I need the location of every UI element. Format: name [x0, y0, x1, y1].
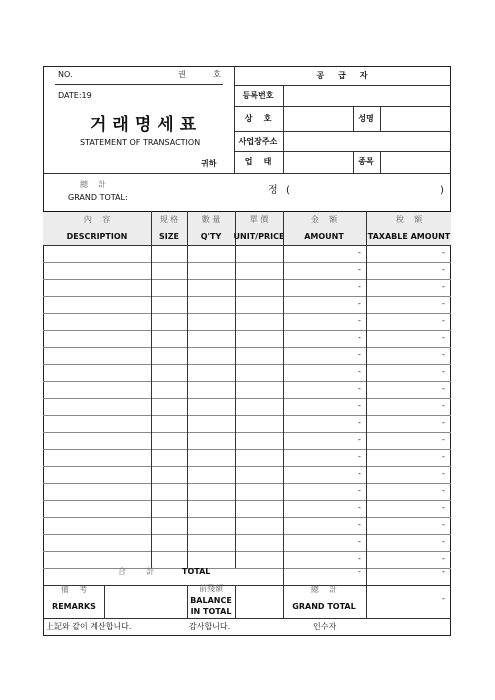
grand-total-top-line	[43, 173, 234, 174]
row-line	[43, 364, 451, 365]
column-line	[283, 211, 284, 568]
row-amount: -	[358, 333, 361, 342]
col-qty: Q'TY	[200, 232, 222, 241]
row-line	[43, 568, 451, 569]
row-tax: -	[442, 554, 445, 563]
col-size-ko: 規 格	[159, 215, 179, 224]
supplier-divider	[353, 151, 354, 173]
column-line	[151, 211, 152, 568]
row-amount: -	[358, 486, 361, 495]
footer-bottom-line	[43, 618, 451, 619]
row-line	[43, 449, 451, 450]
page-title: 거래명세표	[90, 115, 203, 135]
row-amount: -	[358, 265, 361, 274]
thanks-note: 감사합니다.	[189, 622, 231, 631]
total-label-ko: 合 計	[118, 567, 155, 576]
supplier-box-bottom-border	[234, 173, 451, 174]
business-type-label: 업 태	[244, 157, 272, 166]
grand-total-label-ko: 總 計	[80, 180, 107, 189]
row-line	[43, 279, 451, 280]
amount-prefix: 정	[268, 185, 278, 196]
row-amount: -	[358, 537, 361, 546]
row-amount: -	[358, 554, 361, 563]
row-line	[43, 517, 451, 518]
supplier-box-left-border	[234, 66, 235, 173]
col-unit-price: UNIT/PRICE	[233, 232, 285, 241]
row-tax: -	[442, 265, 445, 274]
row-tax: -	[442, 435, 445, 444]
total-label-en: TOTAL	[182, 567, 211, 576]
business-item-label: 종목	[358, 157, 374, 166]
row-tax: -	[442, 503, 445, 512]
no-label: NO.	[58, 70, 73, 79]
confirmation-note: 上記와 같이 계산합니다.	[46, 622, 132, 631]
total-amount: -	[358, 567, 361, 576]
row-line	[43, 330, 451, 331]
column-line	[283, 568, 284, 585]
company-label: 상 호	[244, 114, 272, 123]
row-amount: -	[358, 316, 361, 325]
footer-column-line	[104, 585, 105, 618]
col-description: DESCRIPTION	[66, 232, 128, 241]
number-label: 호	[213, 70, 221, 79]
row-line	[43, 466, 451, 467]
supplier-line	[234, 106, 451, 107]
row-line	[43, 262, 451, 263]
title-english: STATEMENT OF TRANSACTION	[80, 138, 201, 147]
footer-grand-total-value: -	[442, 594, 445, 603]
row-tax: -	[442, 537, 445, 546]
supplier-divider	[353, 106, 354, 131]
col-qty-ko: 數 量	[201, 215, 221, 224]
row-tax: -	[442, 384, 445, 393]
row-amount: -	[358, 384, 361, 393]
supplier-label-divider	[283, 85, 284, 173]
row-amount: -	[358, 248, 361, 257]
recipient-suffix: 귀하	[201, 159, 217, 168]
row-amount: -	[358, 503, 361, 512]
row-amount: -	[358, 435, 361, 444]
balance-label-2: IN TOTAL	[190, 607, 232, 616]
col-size: SIZE	[158, 232, 180, 241]
address-label: 사업장주소	[238, 137, 278, 146]
no-underline	[55, 84, 223, 85]
table-header-line	[43, 245, 451, 246]
row-amount: -	[358, 469, 361, 478]
row-amount: -	[358, 299, 361, 308]
footer-column-line	[235, 585, 236, 618]
row-line	[43, 296, 451, 297]
row-amount: -	[358, 282, 361, 291]
row-tax: -	[442, 418, 445, 427]
row-line	[43, 432, 451, 433]
balance-label-ko: 前殘額	[199, 584, 223, 593]
row-tax: -	[442, 299, 445, 308]
row-tax: -	[442, 452, 445, 461]
row-tax: -	[442, 520, 445, 529]
total-tax: -	[442, 567, 445, 576]
footer-column-line	[187, 585, 188, 618]
footer-column-line	[283, 585, 284, 618]
grand-total-label-en: GRAND TOTAL:	[68, 193, 128, 202]
balance-label-1: BALANCE	[190, 596, 232, 605]
paren-open: (	[286, 185, 290, 196]
row-line	[43, 534, 451, 535]
supplier-heading: 공 급 자	[316, 71, 368, 80]
row-amount: -	[358, 418, 361, 427]
supplier-line	[234, 151, 451, 152]
col-tax: TAXABLE AMOUNT	[367, 232, 451, 241]
row-line	[43, 415, 451, 416]
name-label: 성명	[358, 114, 374, 123]
col-description-ko: 內 容	[83, 215, 111, 224]
row-amount: -	[358, 452, 361, 461]
col-tax-ko: 稅 額	[395, 215, 423, 224]
column-line	[366, 568, 367, 585]
row-amount: -	[358, 367, 361, 376]
remarks-label: REMARKS	[52, 602, 96, 611]
row-line	[43, 483, 451, 484]
footer-grand-total: GRAND TOTAL	[292, 602, 356, 611]
row-amount: -	[358, 350, 361, 359]
row-line	[43, 347, 451, 348]
row-tax: -	[442, 486, 445, 495]
row-tax: -	[442, 469, 445, 478]
book-label: 권	[178, 70, 186, 79]
supplier-line	[234, 85, 451, 86]
supplier-divider	[380, 106, 381, 131]
row-tax: -	[442, 350, 445, 359]
row-tax: -	[442, 248, 445, 257]
remarks-label-ko: 備 考	[60, 585, 88, 594]
column-line	[366, 211, 367, 568]
date-label: DATE:19	[58, 91, 92, 100]
row-line	[43, 500, 451, 501]
col-amount-ko: 金 額	[310, 215, 338, 224]
row-tax: -	[442, 316, 445, 325]
supplier-line	[234, 131, 451, 132]
row-amount: -	[358, 520, 361, 529]
row-amount: -	[358, 401, 361, 410]
column-line	[187, 211, 188, 568]
row-tax: -	[442, 282, 445, 291]
row-tax: -	[442, 333, 445, 342]
reg-no-label: 등록번호	[242, 91, 274, 100]
footer-grand-total-ko: 總 計	[310, 585, 338, 594]
footer-column-line	[366, 585, 367, 618]
col-unit-price-ko: 單 價	[249, 215, 269, 224]
paren-close: )	[440, 185, 444, 196]
row-line	[43, 381, 451, 382]
row-line	[43, 551, 451, 552]
column-line	[235, 211, 236, 568]
row-tax: -	[442, 367, 445, 376]
supplier-divider	[380, 151, 381, 173]
receiver-label: 인수자	[313, 622, 337, 631]
col-amount: AMOUNT	[304, 232, 344, 241]
row-line	[43, 398, 451, 399]
row-line	[43, 313, 451, 314]
row-tax: -	[442, 401, 445, 410]
